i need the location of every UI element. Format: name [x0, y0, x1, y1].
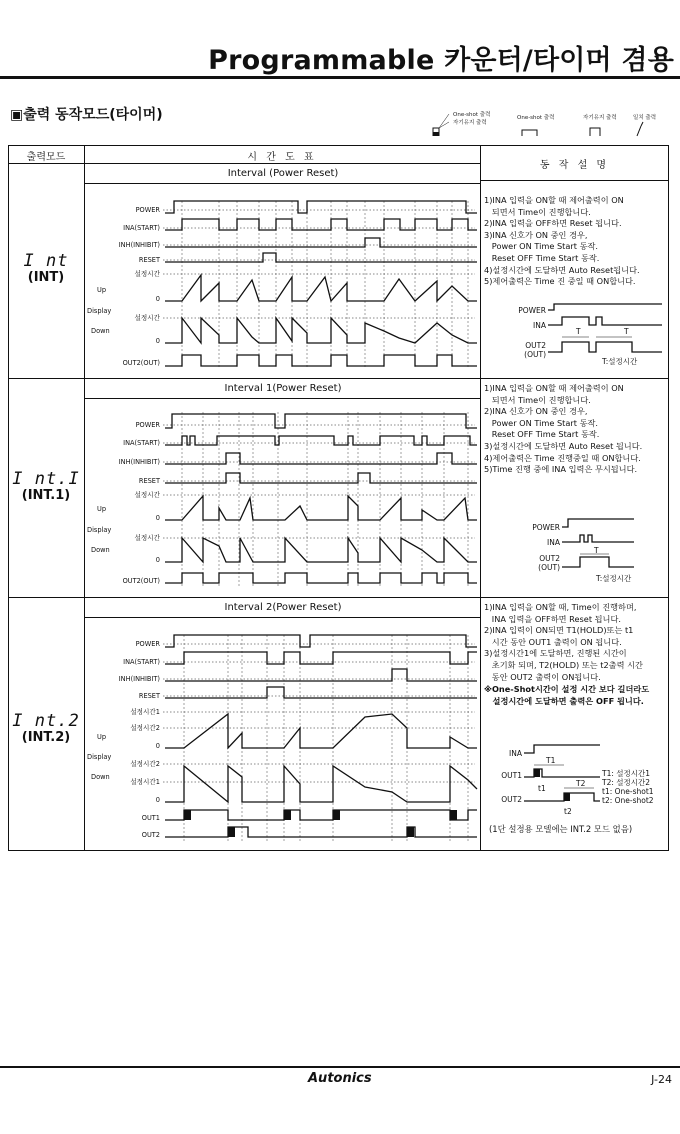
svg-text:OUT2: OUT2 [501, 795, 522, 804]
svg-text:T2: 설정시간2: T2: 설정시간2 [602, 778, 651, 787]
legend-one-shot: One-shot 출력 [453, 112, 491, 118]
sig-reset: RESET [138, 477, 160, 485]
mini-diagram-int1 [484, 510, 666, 586]
svg-text:t1: One-shot1: t1: One-shot1 [602, 787, 654, 796]
footer-rule [0, 1066, 680, 1068]
diagram-title: Interval 2(Power Reset) [224, 602, 342, 613]
legend-self-hold-output: 자기유지 출력 [583, 115, 617, 121]
mode-int-display: I nt [23, 251, 69, 271]
svg-text:INA: INA [533, 321, 546, 330]
section-title: ▣출력 동작모드(타이머) [10, 107, 163, 123]
sig-zero-down: 0 [155, 337, 160, 345]
svg-text:t2: One-shot2: t2: One-shot2 [602, 796, 654, 805]
sig-power: POWER [135, 206, 160, 214]
sig-up: Up [97, 286, 107, 294]
sig-inh: INH(INHIBIT) [118, 458, 160, 466]
legend-one-shot-output: One-shot 출력 [517, 115, 555, 121]
legend-match-output: 일치 출력 [633, 115, 657, 121]
desc-int2-footnote: (1단 설정용 모델에는 INT.2 모드 없음) [489, 824, 633, 834]
timing-diagram-int2 [85, 597, 480, 850]
mode-int2 [8, 712, 84, 746]
sig-display: Display [87, 753, 112, 761]
sig-down: Down [91, 773, 110, 781]
sig-out2: OUT2 [141, 831, 160, 839]
mode-int1 [8, 470, 84, 504]
svg-text:(OUT): (OUT) [538, 563, 560, 572]
sig-down: Down [91, 327, 110, 335]
svg-text:POWER: POWER [518, 306, 546, 315]
sig-zero-down: 0 [155, 556, 160, 564]
sig-set-time-down: 설정시간 [134, 314, 160, 322]
sig-set-time1-up: 설정시간1 [130, 708, 160, 716]
svg-text:t1: t1 [538, 784, 546, 793]
sig-set-time2-down: 설정시간2 [130, 760, 160, 768]
sig-set-time1-down: 설정시간1 [130, 778, 160, 786]
svg-text:T1: 설정시간1: T1: 설정시간1 [602, 769, 651, 778]
sig-zero-up: 0 [155, 295, 160, 303]
desc-int: 1)INA 입력을 ON할 때 제어출력이 ON 되면서 Time이 진행합니다. 2)INA 입력을 OFF하면 Reset 됩니다. 3)INA 신호가 ON 중인 경우, Power ON Time Start 동작. Reset OFF Time Start 동작. 4)설정시간에 도달하면 Auto Reset됩니다. 5)제어출력은 Time 진 중일 때 ON합니다. [484, 195, 640, 287]
svg-text:T:설정시간: T:설정시간 [602, 357, 638, 366]
svg-text:INA: INA [547, 538, 560, 547]
page-number: J-24 [651, 1073, 672, 1086]
svg-text:T2: T2 [576, 779, 586, 788]
sig-ina: INA(START) [123, 658, 160, 666]
sig-reset: RESET [138, 256, 160, 264]
sig-up: Up [97, 505, 107, 513]
mini-diagram-int2 [484, 738, 668, 818]
timing-diagram-int1 [85, 378, 480, 597]
svg-text:(OUT): (OUT) [524, 350, 546, 359]
mode-int2-display: I nt.2 [12, 711, 80, 731]
page-header-title: Programmable 카운터/타이머 겸용 [208, 45, 674, 76]
sig-out1: OUT1 [141, 814, 160, 822]
mode-int-code: (INT) [27, 270, 65, 285]
mode-int [8, 252, 84, 286]
col-header-mode: 출력모드 [26, 152, 66, 163]
sig-display: Display [87, 307, 112, 315]
sig-zero-up: 0 [155, 514, 160, 522]
svg-text:T: T [576, 327, 581, 336]
legend-self-hold: 자기유지 출력 [453, 120, 487, 126]
svg-text:POWER: POWER [532, 523, 560, 532]
svg-text:t2: t2 [564, 807, 572, 816]
svg-text:INA: INA [509, 749, 522, 758]
svg-text:T: T [624, 327, 629, 336]
sig-ina: INA(START) [123, 439, 160, 447]
svg-text:OUT1: OUT1 [501, 771, 522, 780]
mini-diagram-int [484, 298, 666, 368]
sig-set-time-up: 설정시간 [134, 270, 160, 278]
sig-set-time-up: 설정시간 [134, 491, 160, 499]
svg-text:T:설정시간: T:설정시간 [596, 574, 632, 583]
sig-zero-down: 0 [155, 796, 160, 804]
sig-reset: RESET [138, 692, 160, 700]
sig-zero-up: 0 [155, 742, 160, 750]
desc-int1: 1)INA 입력을 ON할 때 제어출력이 ON 되면서 Time이 진행합니다. 2)INA 신호가 ON 중인 경우, Power ON Time Start 동작. Reset OFF Time Start 동작. 3)설정시간에 도달하면 Auto Reset 됩니다. 4)제어출력은 Time 진행중일 때 ON합니다. 5)Time 진행 중에 INA 입력은 무시됩니다. [484, 383, 643, 475]
desc-int2: 1)INA 입력을 ON할 때, Time이 진행하며, INA 입력을 OFF하면 Reset 됩니다. 2)INA 입력이 ON되면 T1(HOLD)또는 t1 시간 동안 OUT1 출력이 ON 됩니다. 3)설정시간1에 도달하면, 진행된 시간이 초기화 되며, T2(HOLD) 또는 t2출력 시간 동안 OUT2 출력이 ON됩니다. [484, 602, 643, 682]
svg-text:OUT2: OUT2 [525, 341, 546, 350]
diagram-title: Interval 1(Power Reset) [224, 383, 342, 394]
col-header-timing: 시 간 도 표 [247, 152, 317, 163]
desc-int2-note: ※One-Shot시간이 설정 시간 보다 길더라도 설정시간에 도달하면 출력은 OFF 됩니다. [484, 684, 650, 706]
output-legend [425, 108, 675, 142]
mode-int1-display: I nt.I [12, 469, 80, 489]
col-header-desc: 동 작 설 명 [539, 160, 610, 171]
sig-inh: INH(INHIBIT) [118, 675, 160, 683]
sig-inh: INH(INHIBIT) [118, 241, 160, 249]
mode-int1-code: (INT.1) [21, 488, 71, 503]
sig-power: POWER [135, 640, 160, 648]
svg-text:T1: T1 [546, 756, 556, 765]
diagram-title: Interval (Power Reset) [227, 168, 339, 179]
sig-down: Down [91, 546, 110, 554]
svg-text:T: T [594, 546, 599, 555]
sig-display: Display [87, 526, 112, 534]
sig-set-time-down: 설정시간 [134, 534, 160, 542]
sig-set-time2-up: 설정시간2 [130, 724, 160, 732]
timing-diagram-int [85, 163, 480, 378]
sig-up: Up [97, 733, 107, 741]
brand-logo: Autonics [308, 1071, 372, 1086]
sig-power: POWER [135, 421, 160, 429]
sig-ina: INA(START) [123, 224, 160, 232]
sig-out2: OUT2(OUT) [122, 577, 160, 585]
mode-int2-code: (INT.2) [21, 730, 71, 745]
header-rule [0, 76, 680, 79]
svg-text:OUT2: OUT2 [539, 554, 560, 563]
sig-out2: OUT2(OUT) [122, 359, 160, 367]
